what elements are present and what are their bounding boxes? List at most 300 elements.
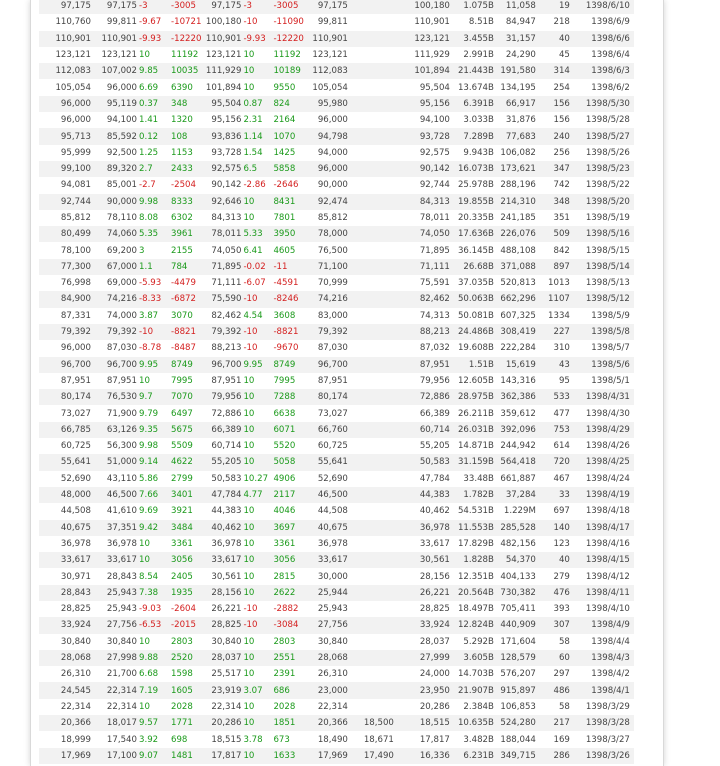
cell-value: 3.482B <box>463 734 494 745</box>
cell-close-change-pct: 9.79 <box>139 408 159 419</box>
cell-last-price: 36,978 <box>317 538 348 549</box>
cell-close-change: 784 <box>169 259 201 275</box>
cell-value: 8.51B <box>468 17 494 28</box>
cell-volume: 171,604 <box>500 636 536 647</box>
cell-date: 1398/6/4 <box>591 50 630 61</box>
cell-yesterday-price: 71,111 <box>394 259 454 275</box>
cell-date: 1398/5/13 <box>585 278 630 289</box>
cell-close-price: 110,901 <box>201 31 241 47</box>
cell-count: 614 <box>553 441 570 452</box>
cell-close-change: 6302 <box>171 213 193 223</box>
cell-min-price: 28,843 <box>106 571 137 582</box>
cell-max-price: 87,331 <box>60 310 91 321</box>
cell-min-price: 90,000 <box>91 194 137 210</box>
cell-max-price: 60,725 <box>60 441 91 452</box>
cell-close-price: 71,111 <box>211 278 242 289</box>
cell-volume: 440,909 <box>494 617 540 633</box>
cell-close-change-pct: 9.42 <box>137 520 169 536</box>
cell-value: 33.48B <box>463 473 494 484</box>
cell-close-change-pct: 9.57 <box>137 715 169 731</box>
cell-max-price: 40,675 <box>39 520 91 536</box>
cell-last-change: 4906 <box>273 473 296 484</box>
table-row <box>39 145 634 161</box>
cell-last-change: 6638 <box>273 408 296 419</box>
cell-close-change-pct: 9.88 <box>137 650 169 666</box>
cell-close-change: 1153 <box>171 147 193 158</box>
cell-count: 477 <box>553 408 570 419</box>
cell-min-price: 30,840 <box>106 636 137 647</box>
cell-last-change: 2164 <box>273 115 296 126</box>
cell-min-price: 37,351 <box>91 520 137 536</box>
cell-max-price: 92,744 <box>39 194 91 210</box>
cell-max-price: 17,969 <box>39 748 91 764</box>
cell-last-price: 96,700 <box>304 357 348 373</box>
cell-count: 393 <box>553 604 570 615</box>
cell-yesterday-price: 87,032 <box>419 343 450 354</box>
cell-open-price <box>348 454 394 470</box>
cell-last-change: 673 <box>273 734 290 745</box>
cell-date: 1398/4/3 <box>574 650 634 666</box>
cell-last-price: 87,951 <box>317 375 348 386</box>
cell-close-price: 101,894 <box>205 82 242 93</box>
cell-max-price: 28,068 <box>39 650 91 666</box>
cell-date: 1398/4/19 <box>574 487 634 503</box>
cell-date: 1398/5/12 <box>574 291 634 307</box>
cell-open-price <box>348 291 394 307</box>
cell-value: 17.636B <box>454 226 494 242</box>
cell-last-price: 96,000 <box>304 161 348 177</box>
cell-close-change-pct: 9.14 <box>137 454 169 470</box>
table-row <box>39 96 634 112</box>
cell-last-change: 8431 <box>271 194 303 210</box>
cell-min-price: 97,175 <box>91 0 137 14</box>
cell-yesterday-price: 27,999 <box>394 650 454 666</box>
cell-date: 1398/5/1 <box>591 375 630 386</box>
cell-min-price: 96,700 <box>91 357 137 373</box>
cell-close-change: -3005 <box>169 0 201 14</box>
cell-last-change: 2117 <box>271 487 303 503</box>
cell-close-change-pct: -6.53 <box>137 617 169 633</box>
cell-value: 14.871B <box>457 441 494 452</box>
cell-yesterday-price: 123,121 <box>394 31 454 47</box>
cell-last-change: 9550 <box>273 82 296 93</box>
cell-volume: 226,076 <box>494 226 540 242</box>
cell-count: 286 <box>540 748 574 764</box>
cell-close-price: 20,286 <box>201 715 241 731</box>
table-row <box>39 177 634 193</box>
table-row <box>39 373 634 389</box>
cell-count: 742 <box>553 180 570 191</box>
cell-close-change: 2155 <box>171 245 193 256</box>
cell-volume: 1.229M <box>503 506 536 517</box>
cell-date: 1398/6/2 <box>591 82 630 93</box>
cell-last-change-pct: 0.87 <box>241 96 271 112</box>
cell-last-change-pct: 2.31 <box>243 115 263 126</box>
cell-last-change-pct: 1.54 <box>243 147 263 158</box>
cell-last-change-pct: 6.5 <box>241 161 271 177</box>
cell-close-price: 33,617 <box>201 552 241 568</box>
cell-count: 123 <box>553 538 570 549</box>
cell-volume: 106,853 <box>500 701 536 712</box>
cell-close-change: 7070 <box>169 389 201 405</box>
cell-open-price <box>348 226 394 242</box>
cell-last-price: 60,725 <box>317 441 348 452</box>
table-row <box>39 422 634 438</box>
cell-count: 95 <box>558 375 570 386</box>
cell-value: 1.828B <box>454 552 494 568</box>
cell-open-price <box>348 145 394 161</box>
cell-yesterday-price: 17,817 <box>419 734 450 745</box>
cell-min-price: 89,320 <box>91 161 137 177</box>
cell-last-price: 99,811 <box>317 17 348 28</box>
cell-last-price: 70,999 <box>317 278 348 289</box>
cell-min-price: 79,392 <box>91 324 137 340</box>
cell-max-price: 112,083 <box>39 63 91 79</box>
table-row <box>39 79 634 95</box>
cell-yesterday-price: 28,037 <box>419 636 450 647</box>
cell-count: 509 <box>540 226 574 242</box>
cell-volume: 349,715 <box>494 748 540 764</box>
cell-last-change: 5058 <box>271 454 303 470</box>
cell-close-price: 60,714 <box>211 441 242 452</box>
cell-min-price: 51,000 <box>91 454 137 470</box>
cell-volume: 371,088 <box>494 259 540 275</box>
cell-close-price: 79,392 <box>201 324 241 340</box>
cell-close-change: 10035 <box>169 63 201 79</box>
cell-open-price <box>348 585 394 601</box>
cell-volume: 241,185 <box>500 213 536 223</box>
cell-value: 18.497B <box>457 604 494 615</box>
cell-last-change: 11192 <box>273 50 301 61</box>
cell-count: 347 <box>540 161 574 177</box>
cell-close-price: 75,590 <box>201 291 241 307</box>
cell-yesterday-price: 55,205 <box>419 441 450 452</box>
cell-last-change: 2803 <box>273 636 296 647</box>
cell-close-change-pct: 9.69 <box>139 506 159 517</box>
cell-count: 218 <box>553 17 570 28</box>
cell-close-change-pct: 9.95 <box>137 357 169 373</box>
cell-yesterday-price: 18,515 <box>394 715 454 731</box>
cell-value: 6.391B <box>454 96 494 112</box>
cell-last-price: 25,943 <box>317 604 348 615</box>
cell-last-change: -8821 <box>271 324 303 340</box>
cell-last-change-pct: 10 <box>241 454 271 470</box>
table-row <box>39 487 634 503</box>
cell-close-change: -10721 <box>171 17 202 28</box>
cell-last-change-pct: -2.86 <box>243 180 266 191</box>
cell-close-price: 111,929 <box>201 63 241 79</box>
cell-volume: 482,156 <box>500 538 536 549</box>
cell-min-price: 74,000 <box>106 310 137 321</box>
cell-last-price: 83,000 <box>317 310 348 321</box>
cell-min-price: 46,500 <box>91 487 137 503</box>
cell-count: 348 <box>540 194 574 210</box>
table-row <box>39 308 634 324</box>
cell-last-change-pct: -10 <box>241 617 271 633</box>
table-row <box>39 0 634 14</box>
cell-last-price: 96,000 <box>317 115 348 126</box>
cell-close-price: 36,978 <box>211 538 242 549</box>
cell-last-change-pct: -6.07 <box>243 278 266 289</box>
cell-last-change-pct: 10 <box>243 82 255 93</box>
cell-value: 54.531B <box>457 506 494 517</box>
cell-last-change: 2815 <box>273 571 296 582</box>
table-row <box>39 503 634 519</box>
table-row <box>39 552 634 568</box>
cell-last-price: 110,901 <box>304 31 348 47</box>
cell-date: 1398/6/9 <box>591 17 630 28</box>
cell-max-price: 48,000 <box>39 487 91 503</box>
cell-close-change: -2504 <box>171 180 196 191</box>
cell-last-price: 73,027 <box>317 408 348 419</box>
cell-volume: 191,580 <box>494 63 540 79</box>
cell-date: 1398/5/15 <box>585 245 630 256</box>
cell-date: 1398/4/15 <box>574 552 634 568</box>
cell-volume: 524,280 <box>494 715 540 731</box>
cell-last-change-pct: 10 <box>241 389 271 405</box>
cell-yesterday-price: 36,978 <box>394 520 454 536</box>
cell-yesterday-price: 30,561 <box>394 552 454 568</box>
cell-max-price: 22,314 <box>60 701 91 712</box>
cell-date: 1398/3/27 <box>585 734 630 745</box>
cell-last-change: -3005 <box>271 0 303 14</box>
cell-close-price: 40,462 <box>201 520 241 536</box>
cell-max-price: 96,000 <box>60 115 91 126</box>
cell-last-change: 1070 <box>271 128 303 144</box>
cell-last-price: 95,980 <box>304 96 348 112</box>
cell-max-price: 78,100 <box>60 245 91 256</box>
cell-last-change-pct: 10 <box>243 571 255 582</box>
cell-close-change-pct: 9.07 <box>137 748 169 764</box>
cell-close-price: 90,142 <box>211 180 242 191</box>
cell-max-price: 28,843 <box>39 585 91 601</box>
cell-last-change-pct: 4.77 <box>241 487 271 503</box>
cell-min-price: 78,110 <box>106 213 137 223</box>
cell-close-change: 1481 <box>169 748 201 764</box>
cell-volume: 15,619 <box>494 357 540 373</box>
cell-last-price: 26,310 <box>317 669 348 680</box>
cell-close-change-pct: 9.98 <box>137 194 169 210</box>
cell-open-price <box>348 438 394 454</box>
cell-yesterday-price: 94,100 <box>419 115 450 126</box>
cell-last-change-pct: 10 <box>243 538 255 549</box>
cell-close-price: 95,156 <box>211 115 242 126</box>
cell-max-price: 80,174 <box>39 389 91 405</box>
cell-last-price: 85,812 <box>317 213 348 223</box>
cell-last-change: 3950 <box>271 226 303 242</box>
cell-max-price: 76,998 <box>60 278 91 289</box>
cell-yesterday-price: 72,886 <box>394 389 454 405</box>
cell-last-change: 10189 <box>271 63 303 79</box>
cell-count: 310 <box>553 343 570 354</box>
cell-value: 12.351B <box>457 571 494 582</box>
cell-value: 7.289B <box>454 128 494 144</box>
cell-yesterday-price: 28,156 <box>419 571 450 582</box>
cell-open-price <box>348 63 394 79</box>
cell-max-price: 97,175 <box>39 0 91 14</box>
table-row <box>39 682 634 698</box>
cell-value: 31.159B <box>454 454 494 470</box>
cell-max-price: 66,785 <box>39 422 91 438</box>
cell-count: 897 <box>540 259 574 275</box>
cell-close-change-pct: 0.37 <box>137 96 169 112</box>
cell-count: 314 <box>540 63 574 79</box>
table-row <box>39 47 634 63</box>
cell-min-price: 43,110 <box>106 473 137 484</box>
cell-volume: 488,108 <box>500 245 536 256</box>
cell-open-price <box>348 422 394 438</box>
cell-value: 10.635B <box>454 715 494 731</box>
cell-last-change: 824 <box>271 96 303 112</box>
cell-yesterday-price: 66,389 <box>419 408 450 419</box>
cell-close-change-pct: -8.33 <box>137 291 169 307</box>
cell-value: 36.145B <box>457 245 494 256</box>
cell-min-price: 22,314 <box>91 682 137 698</box>
cell-volume: 24,290 <box>505 50 536 61</box>
cell-value: 50.063B <box>454 291 494 307</box>
cell-close-change: -6872 <box>169 291 201 307</box>
cell-yesterday-price: 92,744 <box>419 180 450 191</box>
cell-value: 11.553B <box>454 520 494 536</box>
table-row <box>39 585 634 601</box>
table-row <box>39 715 634 731</box>
cell-date: 1398/5/7 <box>591 343 630 354</box>
cell-close-change-pct: 10 <box>139 375 150 386</box>
cell-value: 1.782B <box>454 487 494 503</box>
cell-min-price: 69,000 <box>106 278 137 289</box>
cell-date: 1398/5/8 <box>574 324 634 340</box>
cell-last-change-pct: -3 <box>241 0 271 14</box>
cell-close-price: 55,205 <box>201 454 241 470</box>
cell-close-price: 97,175 <box>201 0 241 14</box>
cell-close-change: 1771 <box>169 715 201 731</box>
cell-last-price: 97,175 <box>304 0 348 14</box>
cell-last-price: 87,030 <box>317 343 348 354</box>
cell-close-price: 96,700 <box>201 357 241 373</box>
cell-close-change-pct: -10 <box>137 324 169 340</box>
cell-date: 1398/4/24 <box>585 473 630 484</box>
cell-date: 1398/5/6 <box>574 357 634 373</box>
cell-last-change-pct: -10 <box>243 343 258 354</box>
cell-max-price: 95,999 <box>60 147 91 158</box>
cell-value: 12.824B <box>454 617 494 633</box>
cell-volume: 576,207 <box>500 669 536 680</box>
cell-close-change: 3484 <box>169 520 201 536</box>
cell-open-price: 18,500 <box>348 715 394 731</box>
cell-value: 2.384B <box>463 701 494 712</box>
cell-close-change-pct: 9.35 <box>137 422 169 438</box>
cell-last-price: 33,617 <box>304 552 348 568</box>
cell-last-change-pct: 3.07 <box>241 682 271 698</box>
cell-open-price <box>348 520 394 536</box>
cell-max-price: 96,700 <box>39 357 91 373</box>
cell-close-change-pct: 6.68 <box>139 669 159 680</box>
cell-last-change-pct: 10 <box>241 422 271 438</box>
cell-close-change: 7995 <box>171 375 193 386</box>
cell-last-price: 123,121 <box>312 50 348 61</box>
cell-last-change: 3697 <box>271 520 303 536</box>
cell-close-change-pct: 7.66 <box>137 487 169 503</box>
cell-count: 40 <box>540 31 574 47</box>
cell-min-price: 22,314 <box>106 701 137 712</box>
cell-max-price: 33,617 <box>39 552 91 568</box>
cell-close-change-pct: -9.03 <box>139 604 162 615</box>
cell-open-price <box>348 650 394 666</box>
cell-min-price: 96,000 <box>106 82 137 93</box>
cell-close-price: 93,836 <box>201 128 241 144</box>
cell-min-price: 67,000 <box>91 259 137 275</box>
cell-close-price: 72,886 <box>211 408 242 419</box>
cell-close-change: 698 <box>171 734 188 745</box>
cell-close-change: 8333 <box>169 194 201 210</box>
cell-last-change-pct: 10 <box>243 50 255 61</box>
cell-min-price: 25,943 <box>106 604 137 615</box>
cell-last-price: 22,314 <box>317 701 348 712</box>
cell-value: 24.486B <box>454 324 494 340</box>
cell-last-change-pct: 5.33 <box>241 226 271 242</box>
cell-value: 26.211B <box>457 408 494 419</box>
table-row <box>39 226 634 242</box>
cell-date: 1398/4/9 <box>574 617 634 633</box>
cell-close-price: 88,213 <box>211 343 242 354</box>
cell-date: 1398/5/26 <box>585 147 630 158</box>
price-history-table <box>39 0 634 764</box>
cell-min-price: 94,100 <box>106 115 137 126</box>
cell-close-price: 50,583 <box>211 473 242 484</box>
cell-close-change: 3921 <box>171 506 193 517</box>
cell-close-change-pct: 9.98 <box>139 441 159 452</box>
cell-date: 1398/4/17 <box>574 520 634 536</box>
cell-value: 2.991B <box>463 50 494 61</box>
cell-value: 14.703B <box>457 669 494 680</box>
cell-close-change-pct: 1.1 <box>137 259 169 275</box>
cell-close-price: 71,895 <box>201 259 241 275</box>
cell-min-price: 33,617 <box>91 552 137 568</box>
cell-volume: 188,044 <box>500 734 536 745</box>
cell-open-price: 18,671 <box>363 734 394 745</box>
cell-close-change-pct: 10 <box>139 50 150 61</box>
cell-min-price: 92,500 <box>106 147 137 158</box>
cell-count: 467 <box>553 473 570 484</box>
cell-close-change-pct: 5.35 <box>137 226 169 242</box>
cell-last-price: 80,174 <box>304 389 348 405</box>
cell-last-price: 30,000 <box>317 571 348 582</box>
cell-last-change: -4591 <box>273 278 299 289</box>
cell-volume: 564,418 <box>494 454 540 470</box>
cell-min-price: 74,216 <box>91 291 137 307</box>
cell-open-price <box>348 14 394 30</box>
cell-volume: 173,621 <box>494 161 540 177</box>
cell-value: 37.035B <box>457 278 494 289</box>
cell-min-price: 85,001 <box>106 180 137 191</box>
cell-last-change: 3056 <box>271 552 303 568</box>
cell-max-price: 36,978 <box>60 538 91 549</box>
cell-last-price: 52,690 <box>317 473 348 484</box>
cell-value: 12.605B <box>457 375 494 386</box>
cell-min-price: 25,943 <box>91 585 137 601</box>
cell-date: 1398/4/29 <box>574 422 634 438</box>
cell-last-change-pct: 10 <box>243 669 255 680</box>
cell-close-change: 2520 <box>169 650 201 666</box>
cell-close-price: 95,504 <box>201 96 241 112</box>
cell-close-price: 28,037 <box>201 650 241 666</box>
cell-date: 1398/4/26 <box>585 441 630 452</box>
cell-value: 16.073B <box>454 161 494 177</box>
cell-count: 217 <box>540 715 574 731</box>
cell-volume: 31,876 <box>505 115 536 126</box>
cell-min-price: 107,002 <box>91 63 137 79</box>
cell-last-change: 1851 <box>271 715 303 731</box>
